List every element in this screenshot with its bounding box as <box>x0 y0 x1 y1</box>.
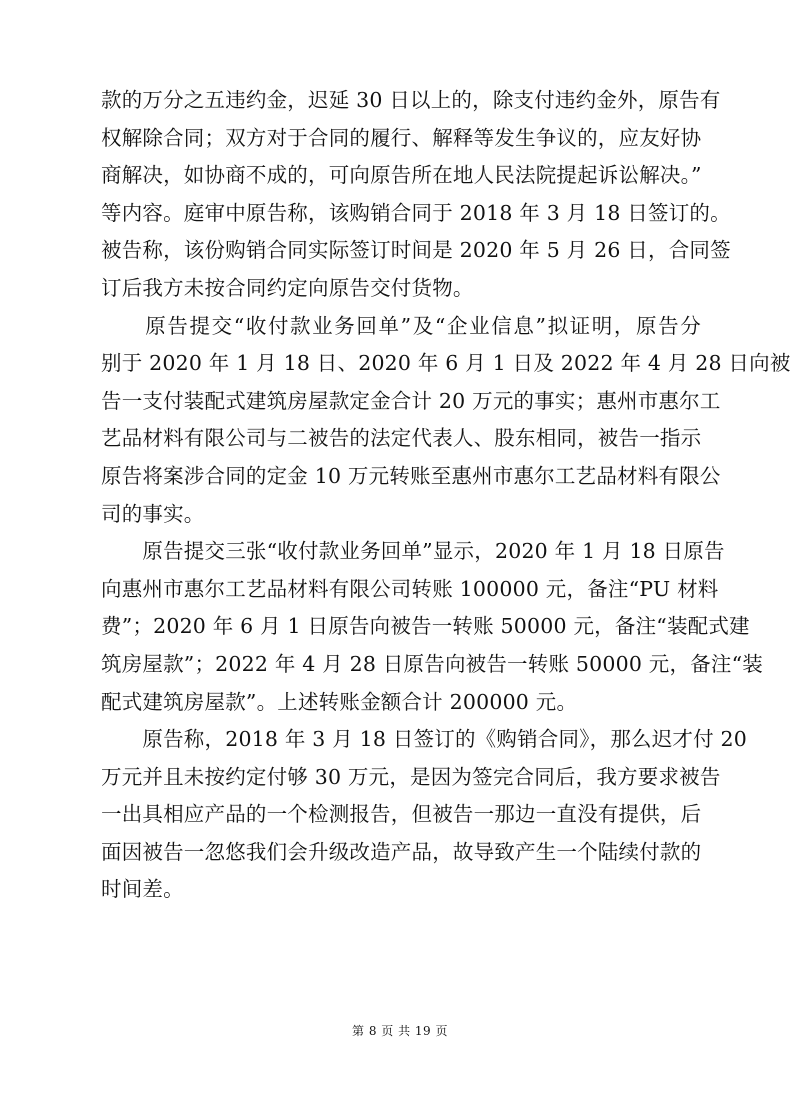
text-line: 款的万分之五违约金，迟延 30 日以上的，除支付违约金外，原告有 <box>101 88 721 112</box>
text-line: 原告称，2018 年 3 月 18 日签订的《购销合同》，那么迟才付 20 <box>101 727 748 752</box>
text-line: 向惠州市惠尔工艺品材料有限公司转账 100000 元，备注“PU 材料 <box>101 576 719 601</box>
text-line: 商解决，如协商不成的，可向原告所在地人民法院提起诉讼解决。” <box>101 163 702 188</box>
text-line: 原告将案涉合同的定金 10 万元转账至惠州市惠尔工艺品材料有限公 <box>101 463 721 488</box>
text-line: 别于 2020 年 1 月 18 日、2020 年 6 月 1 日及 2022 年 4 月 28 日向被 <box>101 351 791 376</box>
text-line: 等内容。庭审中原告称，该购销合同于 2018 年 3 月 18 日签订的。 <box>101 200 731 225</box>
text-line: 面因被告一忽悠我们会升级改造产品，故导致产生一个陆续付款的 <box>101 839 702 864</box>
text-line: 时间差。 <box>101 877 184 902</box>
text-line: 费”；2020 年 6 月 1 日原告向被告一转账 50000 元，备注“装配式建 <box>101 614 750 639</box>
text-line: 万元并且未按约定付够 30 万元，是因为签完合同后，我方要求被告 <box>101 764 721 789</box>
text-line: 订后我方未按合同约定向原告交付货物。 <box>101 275 474 300</box>
text-line: 筑房屋款”；2022 年 4 月 28 日原告向被告一转账 50000 元，备注“装 <box>101 651 763 676</box>
text-line: 被告称，该份购销合同实际签订时间是 2020 年 5 月 26 日，合同签 <box>101 238 731 263</box>
text-line: 一出具相应产品的一个检测报告，但被告一那边一直没有提供，后 <box>101 802 702 827</box>
text-line: 司的事实。 <box>101 501 205 526</box>
text-line: 艺品材料有限公司与二被告的法定代表人、股东相同，被告一指示 <box>101 426 702 451</box>
text-line: 配式建筑房屋款”。上述转账金额合计 200000 元。 <box>101 689 578 714</box>
text-line: 告一支付装配式建筑房屋款定金合计 20 万元的事实；惠州市惠尔工 <box>101 388 721 413</box>
text-line: 原告提交三张“收付款业务回单”显示，2020 年 1 月 18 日原告 <box>101 539 725 564</box>
page-number: 第 8 页 共 19 页 <box>352 1024 448 1038</box>
document-body <box>101 82 791 909</box>
text-line: 原告提交“收付款业务回单”及“企业信息”拟证明，原告分 <box>101 313 701 338</box>
text-line: 权解除合同；双方对于合同的履行、解释等发生争议的，应友好协 <box>101 125 702 150</box>
